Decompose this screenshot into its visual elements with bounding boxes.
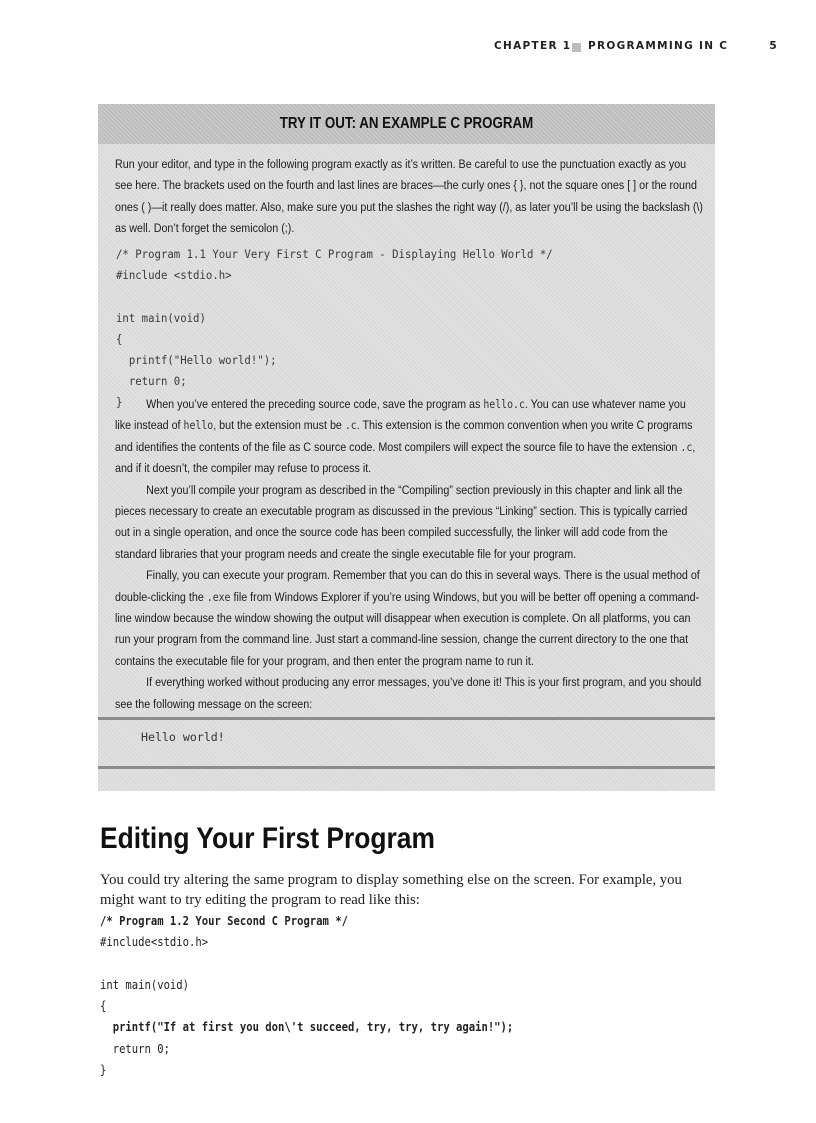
section-label: PROGRAMMING IN C <box>588 40 729 52</box>
sidebar-header <box>98 104 715 144</box>
page-number: 5 <box>769 40 778 52</box>
paragraph-success: If everything worked without producing any error messages, you’ve done it! This is your first program, and you should see the following message on the screen: <box>115 675 702 711</box>
sidebar-title: TRY IT OUT: AN EXAMPLE C PROGRAM <box>279 115 534 132</box>
sidebar-intro-paragraph: Run your editor, and type in the following program exactly as it’s written. Be careful to use the punctuation exactly as you see here. The brackets used on the fourth and last lines are braces—the curly ones { }, not the square ones [ ] or the round ones ( )—it really does matter. Also, make sure you put the slashes the right way (/), as later you’ll be using the backslash (\) as well. Don’t forget the semicolon (;). <box>115 157 703 236</box>
try-it-out-sidebar <box>98 104 715 791</box>
inline-code: hello <box>183 418 214 433</box>
sidebar-body <box>115 394 703 715</box>
code-listing-1-2: /* Program 1.2 Your Second C Program */ #include<stdio.h> int main(void) { printf("If at first you don\'t succeed, try, try, try again!"); return 0; } <box>100 914 514 1078</box>
inline-code: .c <box>680 439 693 454</box>
program-output-box <box>98 717 715 769</box>
program-output: Hello world! <box>141 730 225 744</box>
paragraph-compile: Next you’ll compile your program as described in the “Compiling” section previously in this chapter and link all the pieces necessary to create an executable program as discussed in the previous “Linking” section. This is typically carried out in a single operation, and once the source code has been compiled successfully, the linker will add code from the standard libraries that your program needs and create the single executable file for your program. <box>115 482 688 561</box>
section-heading: Editing Your First Program <box>100 822 435 855</box>
inline-code: .exe <box>206 589 231 604</box>
inline-code: hello.c <box>483 397 525 411</box>
running-head <box>494 40 784 56</box>
paragraph-save-program: When you’ve entered the preceding source code, save the program as hello.c. You can use whatever name you like instead of hello, but the extension must be .c. This extension is the common convention when you write C programs and identifies the contents of the file as C source code. Most compilers will expect the source file to have the extension .c, and if it doesn’t, the compiler may refuse to process it. <box>115 397 696 476</box>
chapter-label: CHAPTER 1 <box>494 40 572 52</box>
section-paragraph: You could try altering the same program to display something else on the screen. For example, you might want to try editing the program to read like this: <box>100 872 682 908</box>
paragraph-execute: Finally, you can execute your program. Remember that you can do this in several ways. There is the usual method of double-clicking the .exe file from Windows Explorer if you’re using Windows, but you will be better off opening a command-line window because the window showing the output will disappear when execution is complete. On all platforms, you can run your program from the command line. Just start a command-line session, change the current directory to the one that contains the executable file for your program, and then enter the program name to run it. <box>115 568 700 668</box>
inline-code: .c <box>344 418 357 433</box>
code-listing-1-1: /* Program 1.1 Your Very First C Program - Displaying Hello World */ #include <stdio.h> int main(void) { printf("Hello world!"); return 0; } <box>116 247 553 410</box>
separator-square-icon <box>572 43 581 52</box>
